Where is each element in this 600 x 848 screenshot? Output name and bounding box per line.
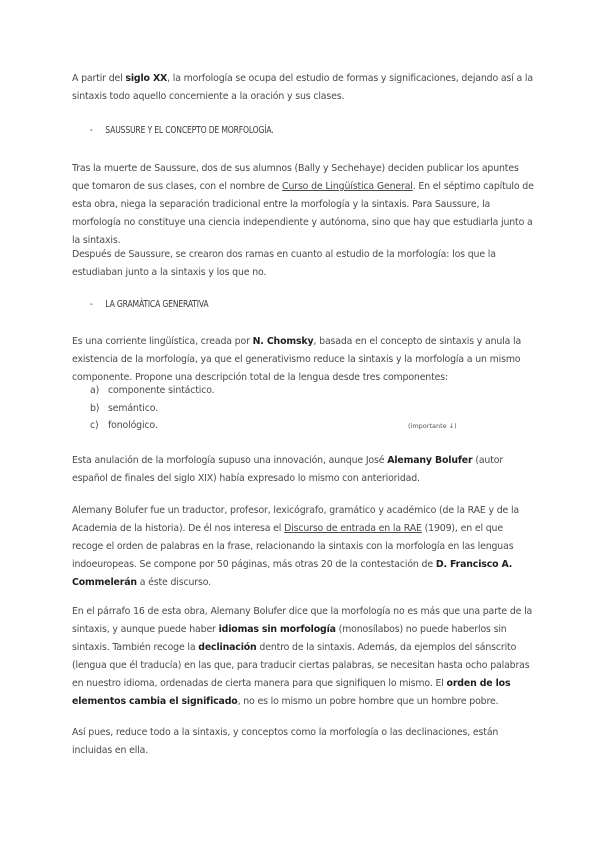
bold-term: declinación xyxy=(198,642,257,653)
list-item: c) fonológico. xyxy=(90,420,158,431)
underlined-title: Curso de Lingüística General xyxy=(282,181,413,192)
components-list xyxy=(90,382,530,435)
section-heading-saussure: - SAUSSURE Y EL CONCEPTO DE MORFOLOGÍA. xyxy=(90,125,274,136)
after-saussure-paragraph: Después de Saussure, se crearon dos ramas en cuanto al estudio de la morfología: los que la estudiaban junto a la sintaxis y los que no. xyxy=(72,249,496,278)
intro-paragraph: A partir del siglo XX, la morfología se ocupa del estudio de formas y significaciones, dejando así a la sintaxis todo aquello concerniente a la oración y sus clases. xyxy=(72,73,533,102)
conclusion-paragraph: Así pues, reduce todo a la sintaxis, y conceptos como la morfología o las declinaciones, están incluidas en ella. xyxy=(72,727,499,756)
handwritten-note: (importante ↓) xyxy=(408,422,457,430)
bold-term: siglo XX xyxy=(125,73,168,84)
bold-term: N. Chomsky xyxy=(252,336,314,347)
saussure-paragraph: Tras la muerte de Saussure, dos de sus alumnos (Bally y Sechehaye) deciden publicar los apuntes que tomaron de sus clases, con el nombre de Curso de Lingüística General. En el séptimo capítulo de esta obra, niega la separación tradicional entre la morfología y la sintaxis. Para Saussure, la morfología no constituye una ciencia independiente y autónoma, sino que hay que estudiarla junto a la sintaxis. xyxy=(72,163,534,246)
bold-term: orden de los elementos cambia el significado xyxy=(72,678,511,707)
section-heading-generative: - LA GRAMÁTICA GENERATIVA xyxy=(90,299,209,310)
bold-term: idiomas sin morfología xyxy=(218,624,336,635)
list-item: a) componente sintáctico. xyxy=(90,385,215,396)
generative-paragraph: Es una corriente lingüística, creada por N. Chomsky, basada en el concepto de sintaxis y anula la existencia de la morfología, ya que el generativismo reduce la sintaxis y la morfología a un mismo componente. Propone una descripción total de la lengua desde tres componentes: xyxy=(72,336,522,383)
bold-term: D. Francisco A. Commelerán xyxy=(72,559,513,588)
bold-term: Alemany Bolufer xyxy=(387,455,473,466)
list-item: b) semántico. xyxy=(90,402,158,414)
alemany-intro-paragraph: Esta anulación de la morfología supuso una innovación, aunque José Alemany Bolufer (autor español de finales del siglo XIX) había expresado lo mismo con anterioridad. xyxy=(72,455,504,484)
underlined-title: Discurso de entrada en la RAE xyxy=(284,523,422,534)
alemany-bio-paragraph: Alemany Bolufer fue un traductor, profesor, lexicógrafo, gramático y académico (de la RAE y de la Academia de la historia). De él nos interesa el Discurso de entrada en la RAE (1909), en el que recoge el orden de palabras en la frase, relacionando la sintaxis con la morfología en las lenguas indoeuropeas. Se compone por 50 páginas, más otras 20 de la contestación de D. Francisco A. Commelerán a éste discurso. xyxy=(72,505,520,588)
paragraph-16: En el párrafo 16 de esta obra, Alemany Bolufer dice que la morfología no es más que una parte de la sintaxis, y aunque puede haber idiomas sin morfología (monosílabos) no puede haberlos sin sintaxis. También recoge la declinación dentro de la sintaxis. Además, da ejemplos del sánscrito (lengua que él traducía) en las que, para traducir ciertas palabras, se necesitan hasta ocho palabras en nuestro idioma, ordenadas de cierta manera para que signifiquen lo mismo. El orden de los elementos cambia el significado, no es lo mismo un pobre hombre que un hombre pobre. xyxy=(72,606,533,707)
